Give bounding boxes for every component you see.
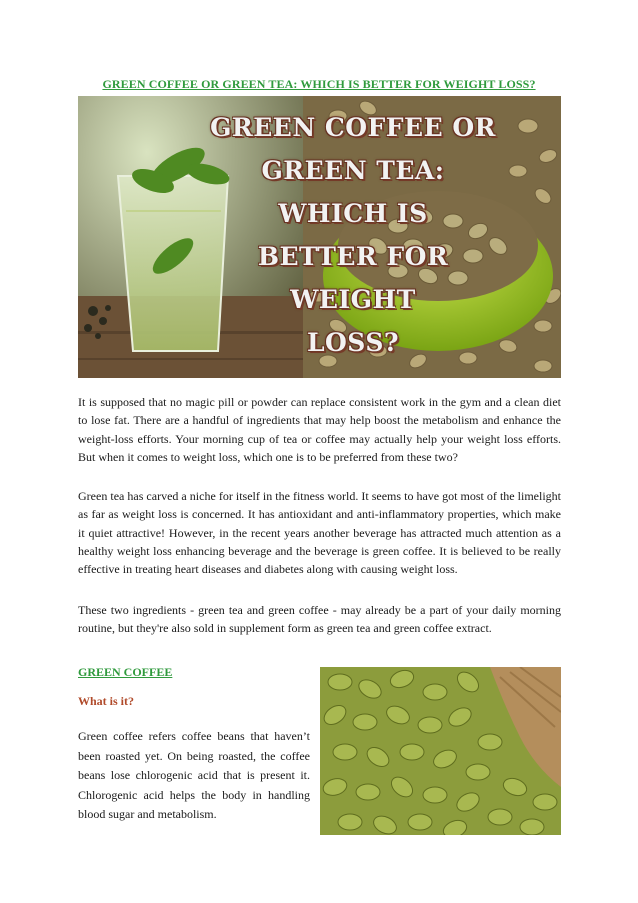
hero-line: BETTER FOR WEIGHT [257,242,449,314]
hero-overlay-title [203,106,503,364]
hero-image [78,96,561,378]
paragraph-ingredients: These two ingredients - green tea and green coffee - may already be a part of your daily morning routine, but they're also sold in supplement form as green tea and green coffee extract. [78,603,561,636]
section-subheading: What is it? [78,694,135,708]
paragraph-green-tea: Green tea has carved a niche for itself in the fitness world. It seems to have got most of the limelight as far as weight loss is concerned. It has antioxidant and anti-inflammatory properties, which make it quiet attractive! However, in the recent years another beverage has attracted much attention as a healthy weight loss enhancing beverage and the beverage is green coffee. It is believed to be really effective in treating heart diseases and diabetes along with causing weight loss. [78,489,561,577]
hero-line: GREEN TEA: WHICH IS [261,156,445,228]
paragraph-intro: It is supposed that no magic pill or powder can replace consistent work in the gym and a clean diet to lose fat. There are a handful of ingredients that may help boost the metabolism and enhance the weight-loss efforts. Your morning cup of tea or coffee may actually help your weight loss efforts. But when it comes to weight loss, which one is to be preferred from these two? [78,395,561,464]
beans-illustration [320,667,561,835]
green-coffee-beans-photo [320,667,561,835]
paragraph-green-coffee: Green coffee refers coffee beans that haven’t been roasted yet. On being roasted, the coffee beans lose chlorogenic acid that is present it. Chlorogenic acid helps the body in handling blood sugar and metabolism. [78,729,310,821]
hero-line: GREEN COFFEE OR [210,113,496,142]
hero-line: LOSS? [306,328,400,357]
section-heading: GREEN COFFEE [78,665,173,679]
document-title: GREEN COFFEE OR GREEN TEA: WHICH IS BETTER FOR WEIGHT LOSS? [102,77,536,91]
